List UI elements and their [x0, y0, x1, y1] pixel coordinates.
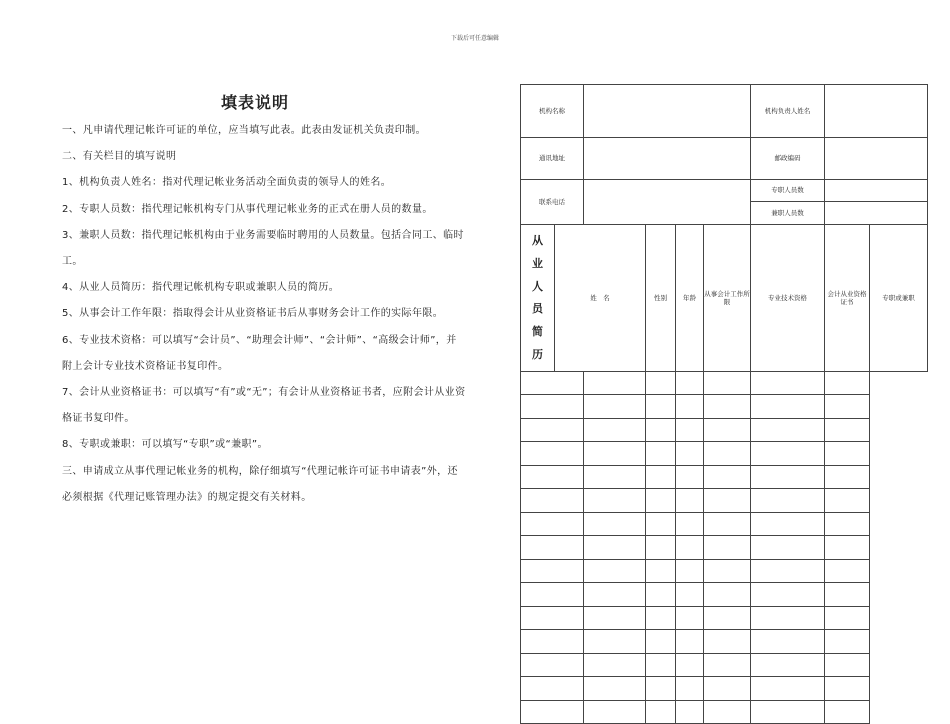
resume-cell[interactable] — [676, 653, 704, 677]
resume-cell[interactable] — [825, 465, 870, 489]
table-row — [521, 418, 928, 442]
resume-cell[interactable] — [751, 606, 825, 630]
resume-cell[interactable] — [825, 442, 870, 466]
resume-cell[interactable] — [646, 559, 676, 583]
col-header-certificate: 会计从业资格证书 — [825, 225, 870, 372]
phone-field[interactable] — [584, 180, 751, 225]
resume-cell[interactable] — [521, 395, 584, 419]
header-note: 下载后可任意编辑 — [450, 35, 499, 42]
table-row — [521, 559, 928, 583]
resume-cell[interactable] — [825, 606, 870, 630]
resume-cell[interactable] — [676, 700, 704, 724]
resume-cell[interactable] — [704, 489, 751, 513]
resume-cell[interactable] — [704, 418, 751, 442]
instruction-paragraph: 6、专业技术资格：可以填写“会计员”、“助理会计师”、“会计师”、“高级会计师”，并附上会计专业技术资格证书复印件。 — [62, 334, 457, 372]
page-title: 填表说明 — [221, 93, 290, 112]
resume-cell[interactable] — [825, 677, 870, 701]
resume-cell[interactable] — [704, 653, 751, 677]
resume-cell[interactable] — [646, 395, 676, 419]
instruction-paragraph: 一、凡申请代理记帐许可证的单位，应当填写此表。此表由发证机关负责印制。 — [62, 125, 426, 136]
resume-cell[interactable] — [521, 465, 584, 489]
resume-cell[interactable] — [676, 677, 704, 701]
resume-cell[interactable] — [751, 559, 825, 583]
resume-cell[interactable] — [704, 371, 751, 395]
table-row — [521, 465, 928, 489]
resume-cell[interactable] — [751, 418, 825, 442]
resume-cell[interactable] — [704, 583, 751, 607]
col-header-employment-type: 专职或兼职 — [870, 225, 928, 372]
resume-cell[interactable] — [646, 606, 676, 630]
org-head-field[interactable] — [825, 85, 928, 138]
resume-cell[interactable] — [584, 418, 646, 442]
resume-cell[interactable] — [646, 653, 676, 677]
resume-cell[interactable] — [646, 418, 676, 442]
resume-cell[interactable] — [751, 536, 825, 560]
resume-cell[interactable] — [646, 442, 676, 466]
instruction-paragraph: 二、有关栏目的填写说明 — [62, 151, 177, 163]
resume-cell[interactable] — [521, 630, 584, 654]
resume-cell[interactable] — [676, 559, 704, 583]
resume-cell[interactable] — [584, 512, 646, 536]
col-header-gender: 性别 — [646, 225, 676, 372]
resume-cell[interactable] — [825, 489, 870, 513]
resume-cell[interactable] — [584, 606, 646, 630]
instruction-paragraph: 三、申请成立从事代理记帐业务的机构，除仔细填写“代理记帐许可证书申请表”外，还必须根据《代理记账管理办法》的规定提交有关材料。 — [62, 465, 458, 503]
resume-cell[interactable] — [751, 442, 825, 466]
resume-cell[interactable] — [521, 677, 584, 701]
resume-cell[interactable] — [646, 700, 676, 724]
resume-cell[interactable] — [521, 418, 584, 442]
resume-cell[interactable] — [521, 700, 584, 724]
address-field[interactable] — [584, 138, 751, 180]
fulltime-field[interactable] — [825, 180, 928, 202]
resume-cell[interactable] — [704, 606, 751, 630]
resume-cell[interactable] — [584, 489, 646, 513]
resume-cell[interactable] — [646, 677, 676, 701]
resume-cell[interactable] — [751, 371, 825, 395]
resume-cell[interactable] — [825, 395, 870, 419]
resume-cell[interactable] — [751, 395, 825, 419]
resume-cell[interactable] — [521, 442, 584, 466]
resume-cell[interactable] — [751, 489, 825, 513]
resume-cell[interactable] — [825, 583, 870, 607]
resume-cell[interactable] — [751, 583, 825, 607]
table-row — [521, 700, 928, 724]
table-row — [521, 442, 928, 466]
resume-cell[interactable] — [704, 677, 751, 701]
instruction-paragraph: 3、兼职人员数：指代理记帐机构由于业务需要临时聘用的人员数量。包括合同工、临时工。 — [62, 229, 464, 268]
postcode-label: 邮政编码 — [751, 138, 825, 180]
instruction-paragraph: 7、会计从业资格证书：可以填写“有”或“无”；有会计从业资格证书者，应附会计从业资格证书复印件。 — [62, 387, 466, 425]
table-row — [521, 395, 928, 419]
resume-cell[interactable] — [676, 630, 704, 654]
postcode-field[interactable] — [825, 138, 928, 180]
resume-cell[interactable] — [584, 653, 646, 677]
resume-cell[interactable] — [676, 418, 704, 442]
resume-cell[interactable] — [825, 536, 870, 560]
resume-cell[interactable] — [825, 371, 870, 395]
resume-cell[interactable] — [676, 583, 704, 607]
resume-cell[interactable] — [704, 512, 751, 536]
resume-cell[interactable] — [825, 559, 870, 583]
resume-cell[interactable] — [646, 630, 676, 654]
resume-cell[interactable] — [646, 371, 676, 395]
instruction-paragraph: 1、机构负责人姓名：指对代理记帐业务活动全面负责的领导人的姓名。 — [62, 177, 392, 189]
resume-cell[interactable] — [751, 653, 825, 677]
resume-cell[interactable] — [676, 489, 704, 513]
resume-cell[interactable] — [521, 371, 584, 395]
table-row — [521, 606, 928, 630]
resume-cell[interactable] — [584, 536, 646, 560]
instruction-paragraph: 4、从业人员简历：指代理记帐机构专职或兼职人员的简历。 — [62, 282, 340, 294]
instruction-paragraph: 8、专职或兼职：可以填写“专职”或“兼职”。 — [62, 439, 268, 451]
parttime-label: 兼职人员数 — [751, 202, 825, 225]
table-row — [521, 630, 928, 654]
resume-cell[interactable] — [521, 583, 584, 607]
address-label: 通讯地址 — [521, 138, 584, 180]
table-row — [521, 371, 928, 395]
resume-cell[interactable] — [584, 677, 646, 701]
resume-cell[interactable] — [751, 700, 825, 724]
fulltime-label: 专职人员数 — [751, 180, 825, 202]
table-row — [521, 536, 928, 560]
resume-side-label: 从 业 人 员 简 历 — [521, 225, 555, 372]
instruction-paragraph: 2、专职人员数：指代理记帐机构专门从事代理记帐业务的正式在册人员的数量。 — [62, 203, 433, 215]
resume-cell[interactable] — [751, 512, 825, 536]
resume-cell[interactable] — [704, 536, 751, 560]
resume-cell[interactable] — [676, 606, 704, 630]
resume-cell[interactable] — [584, 559, 646, 583]
resume-cell[interactable] — [825, 653, 870, 677]
instruction-paragraph: 5、从事会计工作年限：指取得会计从业资格证书后从事财务会计工作的实际年限。 — [62, 308, 444, 320]
table-row — [521, 512, 928, 536]
resume-cell[interactable] — [521, 559, 584, 583]
table-row — [521, 489, 928, 513]
phone-label: 联系电话 — [521, 180, 584, 225]
resume-cell[interactable] — [584, 371, 646, 395]
resume-cell[interactable] — [825, 700, 870, 724]
resume-cell[interactable] — [825, 630, 870, 654]
resume-cell[interactable] — [825, 418, 870, 442]
org-head-label: 机构负责人姓名 — [751, 85, 825, 138]
table-row — [521, 677, 928, 701]
resume-cell[interactable] — [521, 512, 584, 536]
resume-cell[interactable] — [646, 489, 676, 513]
resume-cell[interactable] — [676, 536, 704, 560]
resume-cell[interactable] — [584, 442, 646, 466]
resume-cell[interactable] — [521, 606, 584, 630]
parttime-field[interactable] — [825, 202, 928, 225]
org-name-label: 机构名称 — [521, 85, 584, 138]
resume-cell[interactable] — [584, 395, 646, 419]
resume-cell[interactable] — [751, 465, 825, 489]
resume-cell[interactable] — [704, 700, 751, 724]
org-name-field[interactable] — [584, 85, 751, 138]
resume-cell[interactable] — [521, 489, 584, 513]
resume-cell[interactable] — [676, 465, 704, 489]
resume-cell[interactable] — [646, 512, 676, 536]
resume-cell[interactable] — [584, 630, 646, 654]
application-form — [520, 84, 928, 724]
resume-cell[interactable] — [521, 653, 584, 677]
resume-cell[interactable] — [704, 559, 751, 583]
resume-cell[interactable] — [751, 677, 825, 701]
col-header-qualification: 专业技术资格 — [751, 225, 825, 372]
resume-cell[interactable] — [646, 583, 676, 607]
col-header-name: 姓 名 — [555, 225, 646, 372]
resume-cell[interactable] — [704, 630, 751, 654]
resume-cell[interactable] — [584, 583, 646, 607]
resume-cell[interactable] — [521, 536, 584, 560]
resume-cell[interactable] — [704, 442, 751, 466]
resume-cell[interactable] — [646, 465, 676, 489]
col-header-years: 从事会计工作所限 — [704, 225, 751, 372]
resume-cell[interactable] — [676, 371, 704, 395]
col-header-age: 年龄 — [676, 225, 704, 372]
resume-cell[interactable] — [704, 395, 751, 419]
table-row — [521, 653, 928, 677]
resume-cell[interactable] — [646, 536, 676, 560]
resume-cell[interactable] — [676, 395, 704, 419]
resume-cell[interactable] — [751, 630, 825, 654]
resume-cell[interactable] — [584, 700, 646, 724]
instructions — [62, 118, 466, 511]
resume-cell[interactable] — [825, 512, 870, 536]
resume-cell[interactable] — [676, 442, 704, 466]
resume-cell[interactable] — [584, 465, 646, 489]
resume-cell[interactable] — [704, 465, 751, 489]
table-row — [521, 583, 928, 607]
resume-cell[interactable] — [676, 512, 704, 536]
